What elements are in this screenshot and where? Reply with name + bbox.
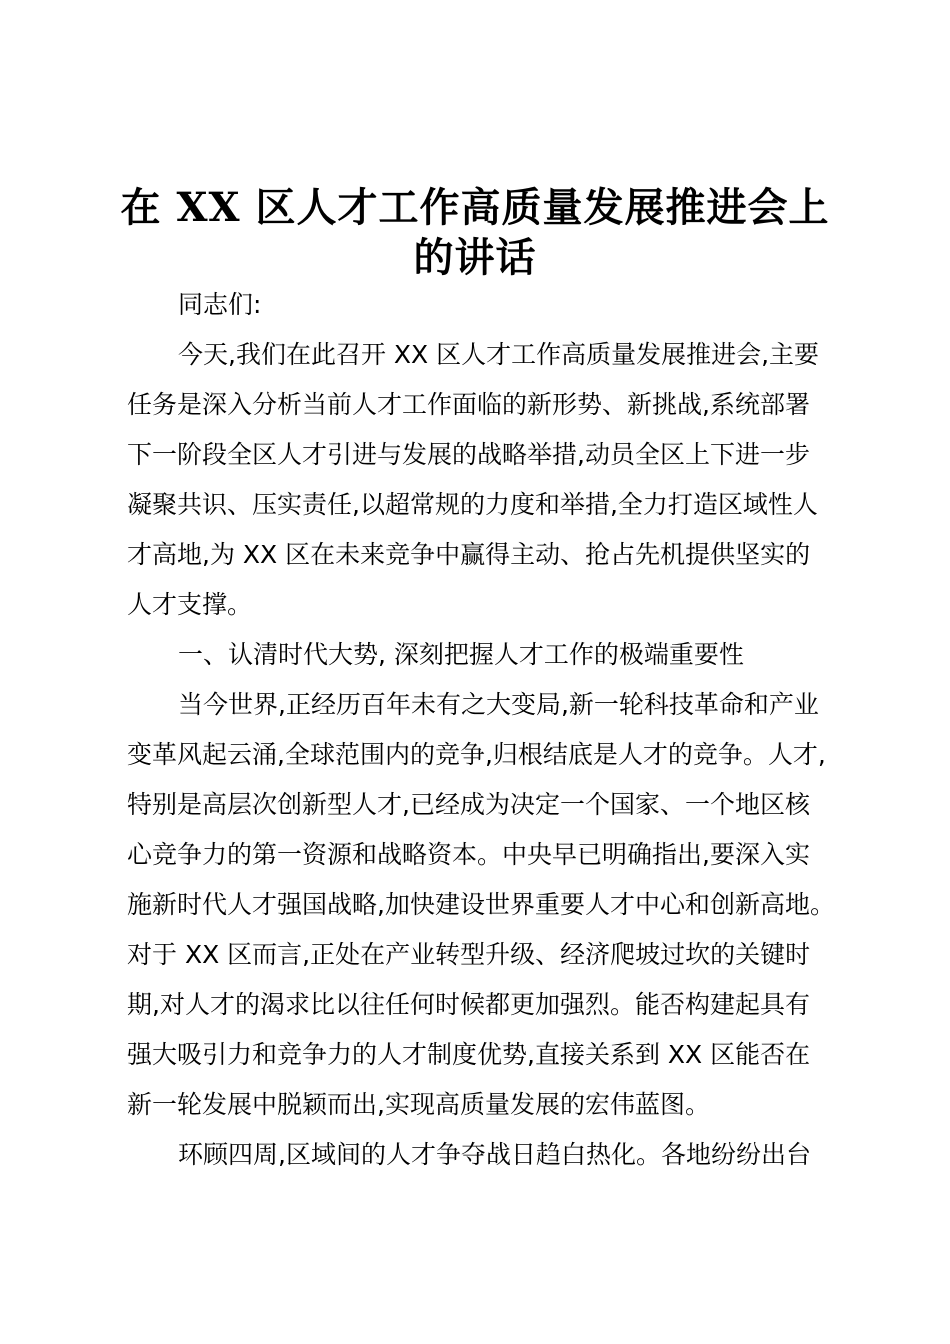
paragraph-line: 今天,我们在此召开 XX 区人才工作高质量发展推进会,主要 — [178, 340, 820, 369]
section-heading: 一、认清时代大势, 深刻把握人才工作的极端重要性 — [178, 640, 744, 669]
document-title — [100, 183, 850, 283]
paragraph-line: 施新时代人才强国战略,加快建设世界重要人才中心和创新高地。 — [127, 890, 835, 919]
paragraph-line: 变革风起云涌,全球范围内的竞争,归根结底是人才的竞争。人才, — [127, 740, 826, 769]
paragraph-line: 当今世界,正经历百年未有之大变局,新一轮科技革命和产业 — [178, 690, 819, 719]
paragraph-line: 期,对人才的渴求比以往任何时候都更加强烈。能否构建起具有 — [127, 990, 810, 1019]
paragraph-line: 任务是深入分析当前人才工作面临的新形势、新挑战,系统部署 — [127, 390, 810, 419]
paragraph-line: 才高地,为 XX 区在未来竞争中赢得主动、抢占先机提供坚实的 — [127, 540, 811, 569]
title-line-1: 在 XX 区人才工作高质量发展推进会上 — [120, 184, 830, 231]
paragraph-line: 凝聚共识、压实责任,以超常规的力度和举措,全力打造区域性人 — [127, 490, 818, 519]
paragraph-line: 新一轮发展中脱颖而出,实现高质量发展的宏伟蓝图。 — [127, 1090, 710, 1119]
paragraph-line: 下一阶段全区人才引进与发展的战略举措,动员全区上下进一步 — [127, 440, 810, 469]
paragraph-line: 环顾四周,区域间的人才争夺战日趋白热化。各地纷纷出台 — [178, 1140, 811, 1169]
title-line-2: 的讲话 — [413, 234, 537, 281]
paragraph-line: 强大吸引力和竞争力的人才制度优势,直接关系到 XX 区能否在 — [127, 1040, 811, 1069]
paragraph-line: 特别是高层次创新型人才,已经成为决定一个国家、一个地区核 — [127, 790, 810, 819]
paragraph-line: 心竞争力的第一资源和战略资本。中央早已明确指出,要深入实 — [127, 840, 810, 869]
paragraph-line: 对于 XX 区而言,正处在产业转型升级、经济爬坡过坎的关键时 — [127, 940, 811, 969]
paragraph-line: 人才支撑。 — [127, 590, 253, 619]
salutation: 同志们: — [178, 290, 262, 319]
